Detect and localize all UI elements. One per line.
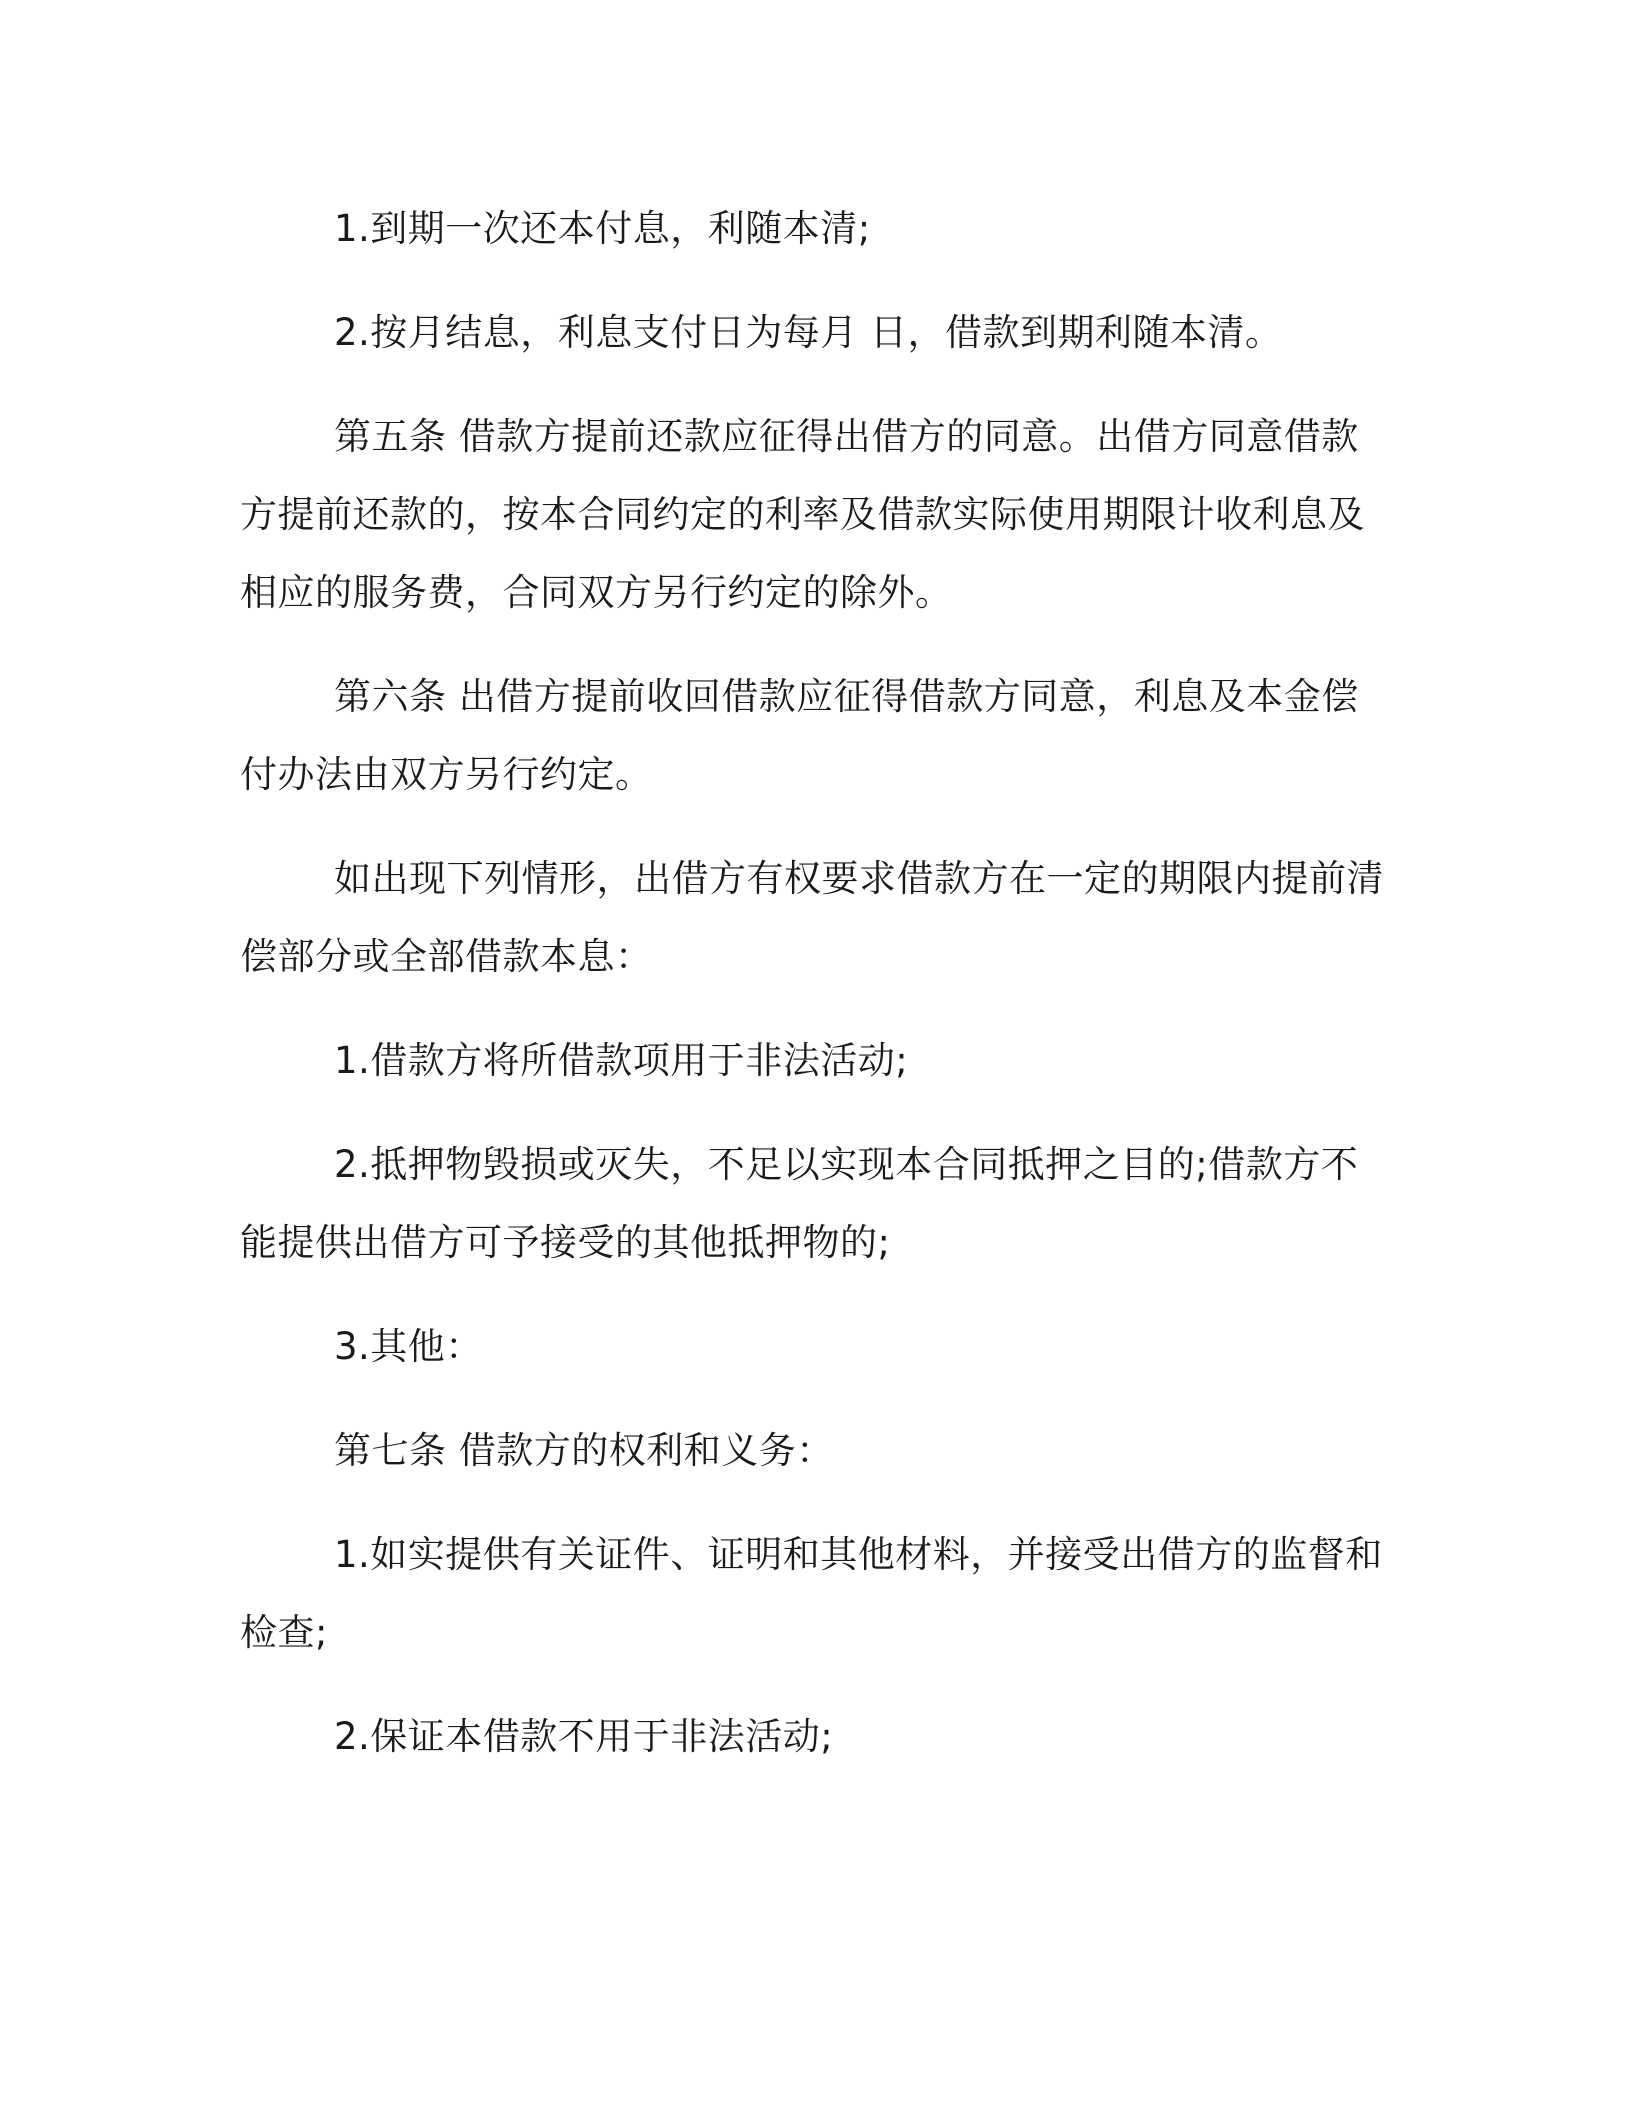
- paragraph-article-7: 第七条 借款方的权利和义务：: [334, 1429, 834, 1472]
- paragraph-early-repayment-conditions: 如出现下列情形，出借方有权要求借款方在一定的期限内提前清偿部分或全部借款本息：: [240, 857, 1384, 978]
- paragraph-condition-3: 3.其他：: [334, 1325, 483, 1368]
- paragraph-article-5: 第五条 借款方提前还款应征得出借方的同意。出借方同意借款方提前还款的，按本合同约定的利率及借款实际使用期限计收利息及相应的服务费，合同双方另行约定的除外。: [240, 415, 1365, 614]
- paragraph-obligation-1: 1.如实提供有关证件、证明和其他材料，并接受出借方的监督和检查;: [240, 1533, 1383, 1654]
- document-body: [240, 190, 1390, 1802]
- paragraph-obligation-2: 2.保证本借款不用于非法活动;: [334, 1715, 834, 1758]
- paragraph-repayment-option-2: 2.按月结息，利息支付日为每月 日，借款到期利随本清。: [334, 311, 1283, 354]
- paragraph-repayment-option-1: 1.到期一次还本付息，利随本清;: [334, 207, 871, 250]
- paragraph-article-6: 第六条 出借方提前收回借款应征得借款方同意，利息及本金偿付办法由双方另行约定。: [240, 675, 1359, 796]
- paragraph-condition-1: 1.借款方将所借款项用于非法活动;: [334, 1039, 909, 1082]
- paragraph-condition-2: 2.抵押物毁损或灭失，不足以实现本合同抵押之目的;借款方不能提供出借方可予接受的其他抵押物的;: [240, 1143, 1359, 1264]
